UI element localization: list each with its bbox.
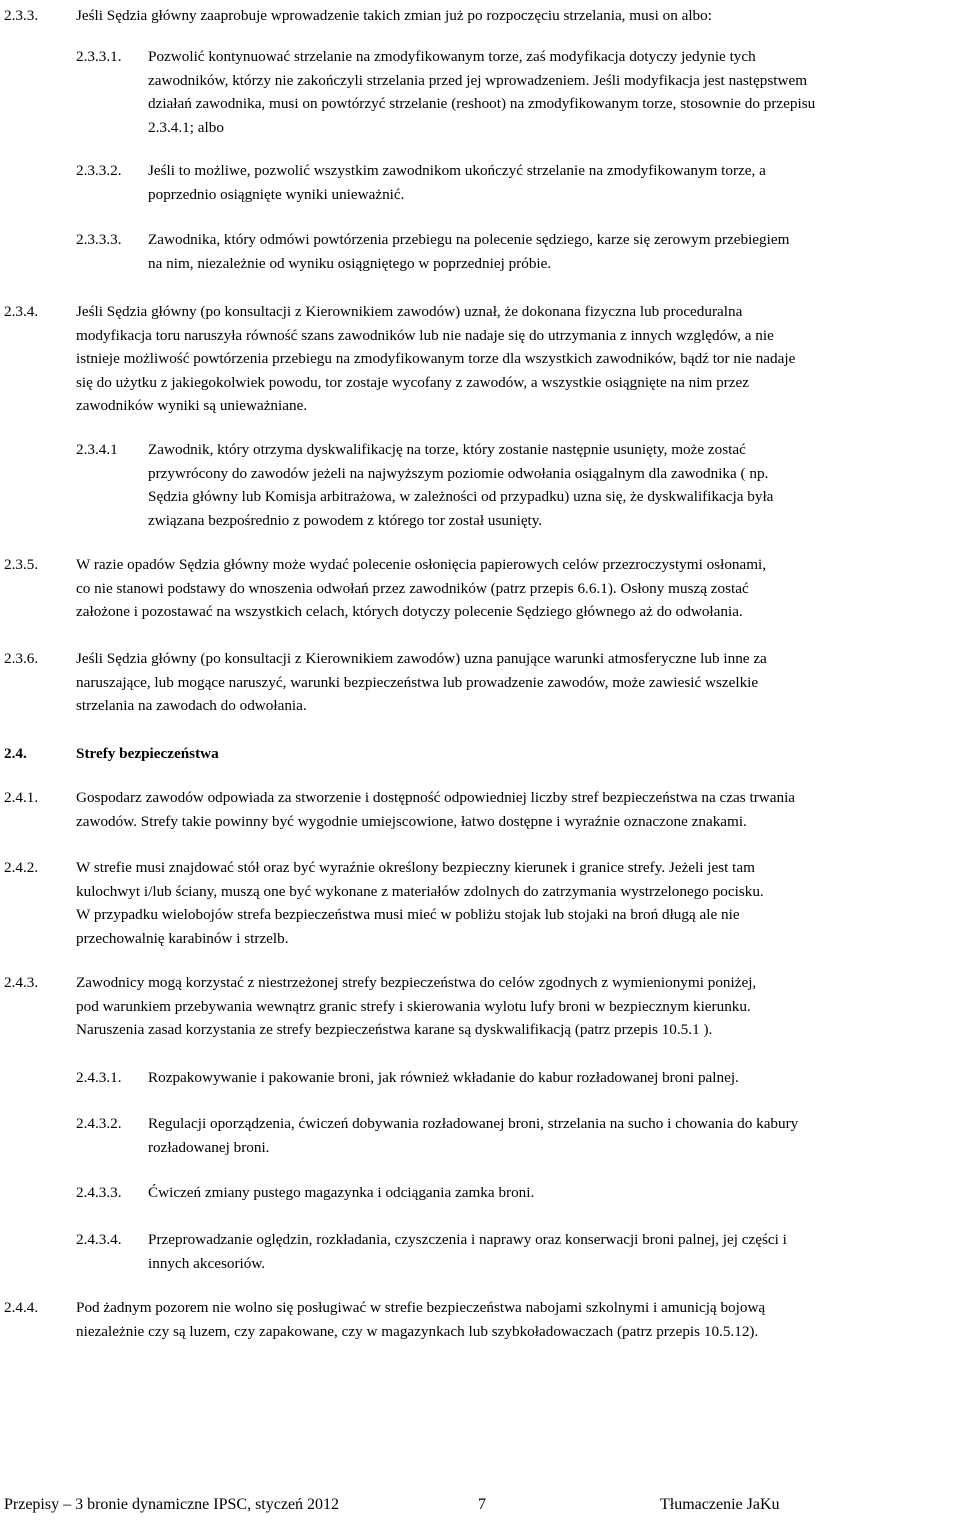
text-line: Gospodarz zawodów odpowiada za stworzenie i dostępność odpowiedniej liczby stref bezpieczeństwa na czas trwania (76, 789, 796, 806)
text-line: założone i pozostawać na wszystkich celach, których dotyczy polecenie Sędziego głównego aż do odwołania. (76, 603, 743, 620)
text-line: przechowalnię karabinów i strzelb. (76, 929, 289, 947)
page-number: 7 (478, 1496, 486, 1513)
text-line: poprzednio osiągnięte wyniki unieważnić. (148, 185, 405, 203)
section-text (76, 971, 956, 1042)
text-line: W razie opadów Sędzia główny może wydać polecenie osłonięcia papierowych celów przezroczystymi osłonami, (76, 556, 767, 573)
text-line: istnieje możliwość powtórzenia przebiegu na zmodyfikowanym torze dla wszystkich zawodników, bądź tor nie nadaje (76, 350, 796, 367)
section-number: 2.3.5. (4, 556, 39, 573)
section-text (76, 1296, 956, 1343)
text-line: Pod żadnym pozorem nie wolno się posługiwać w strefie bezpieczeństwa nabojami szkolnymi i amunicją bojową (76, 1299, 766, 1316)
section-text (148, 1112, 938, 1159)
section-number: 2.4. (4, 745, 27, 762)
section-number: 2.4.1. (4, 789, 39, 806)
section-text (76, 553, 956, 624)
text-line: Jeśli to możliwe, pozwolić wszystkim zawodnikom ukończyć strzelanie na zmodyfikowanym torze, a (148, 162, 766, 179)
text-line: Rozpakowywanie i pakowanie broni, jak również wkładanie do kabur rozładowanej broni palnej. (148, 1069, 739, 1086)
text-line: działań zawodnika, musi on powtórzyć strzelanie (reshoot) na zmodyfikowanym torze, stosownie do przepisu (148, 95, 816, 112)
text-line: rozładowanej broni. (148, 1138, 270, 1156)
section-number: 2.3.4. (4, 303, 39, 320)
text-line: zawodników wyniki są unieważniane. (76, 397, 308, 414)
text-line: Ćwiczeń zmiany pustego magazynka i odciągania zamka broni. (148, 1184, 535, 1201)
section-text (148, 1066, 938, 1090)
section-number: 2.4.4. (4, 1299, 39, 1316)
text-line: Naruszenia zasad korzystania ze strefy bezpieczeństwa karane są dyskwalifikacją (patrz przepis 10.5.1 ). (76, 1021, 713, 1038)
text-line: Przeprowadzanie oględzin, rozkładania, czyszczenia i naprawy oraz konserwacji broni palnej, jej części i (148, 1231, 787, 1248)
text-line: Zawodnik, który otrzyma dyskwalifikację na torze, który zostanie następnie usunięty, może zostać (148, 441, 746, 458)
text-line: pod warunkiem przebywania wewnątrz granic strefy i skierowania wylotu lufy broni w bezpiecznym kierunku. (76, 997, 751, 1015)
text-line: Jeśli Sędzia główny (po konsultacji z Kierownikiem zawodów) uzna panujące warunki atmosferyczne lub inne za (76, 650, 767, 667)
text-line: zawodów. Strefy takie powinny być wygodnie umiejscowione, łatwo dostępne i wyraźnie oznaczone znakami. (76, 812, 747, 830)
section-text (148, 1181, 938, 1205)
text-line: związana bezpośrednio z powodem z którego tor został usunięty. (148, 511, 543, 529)
text-line: Zawodnika, który odmówi powtórzenia przebiegu na polecenie sędziego, karze się zerowym przebiegiem (148, 231, 790, 248)
section-number: 2.4.3.1. (76, 1069, 122, 1086)
text-line: Jeśli Sędzia główny zaaprobuje wprowadzenie takich zmian już po rozpoczęciu strzelania, musi on albo: (76, 7, 712, 24)
text-line: zawodników, którzy nie zakończyli strzelania przed jej wprowadzeniem. Jeśli modyfikacja jest następstwem (148, 71, 808, 89)
section-text (76, 647, 956, 718)
footer-translator: Tłumaczenie JaKu (660, 1496, 780, 1513)
section-number: 2.3.4.1 (76, 441, 118, 458)
section-number: 2.4.3.4. (76, 1231, 122, 1248)
text-line: kulochwyt i/lub ściany, muszą one być wykonane z materiałów zdolnych do zatrzymania wystrzelonego pocisku. (76, 882, 764, 900)
section-text (148, 159, 938, 206)
section-text (148, 228, 938, 275)
section-number: 2.4.3. (4, 974, 39, 991)
text-line: 2.3.4.1; albo (148, 118, 224, 136)
section-number: 2.3.3.2. (76, 162, 122, 179)
text-line: Strefy bezpieczeństwa (76, 745, 219, 762)
text-line: na nim, niezależnie od wyniku osiągniętego w poprzedniej próbie. (148, 254, 552, 272)
text-line: przywrócony do zawodów jeżeli na najwyższym poziomie odwołania osiągalnym dla zawodnika ( np. (148, 464, 769, 482)
section-number: 2.4.3.3. (76, 1184, 122, 1201)
section-text (148, 1228, 938, 1275)
section-text (76, 300, 956, 418)
section-number: 2.3.3. (4, 7, 39, 24)
text-line: Zawodnicy mogą korzystać z niestrzeżonej strefy bezpieczeństwa do celów zgodnych z wymienionymi poniżej, (76, 974, 757, 991)
text-line: się do użytku z jakiegokolwiek powodu, tor zostaje wycofany z zawodów, a wszystkie osiągnięte na nim przez (76, 373, 749, 391)
section-number: 2.3.6. (4, 650, 39, 667)
text-line: co nie stanowi podstawy do wnoszenia odwołań przez zawodników (patrz przepis 6.6.1). Osłony muszą zostać (76, 579, 749, 597)
text-line: modyfikacja toru naruszyła równość szans zawodników lub nie nadaje się do utrzymania z innych względów, a nie (76, 326, 774, 344)
section-text (148, 438, 938, 532)
text-line: naruszające, lub mogące naruszyć, warunki bezpieczeństwa lub prowadzenie zawodów, może zawiesić wszelkie (76, 673, 759, 691)
section-text (148, 45, 938, 139)
section-number: 2.3.3.3. (76, 231, 122, 248)
text-line: Regulacji oporządzenia, ćwiczeń dobywania rozładowanej broni, strzelania na sucho i chowania do kabury (148, 1115, 799, 1132)
text-line: strzelania na zawodach do odwołania. (76, 697, 307, 714)
text-line: W przypadku wielobojów strefa bezpieczeństwa musi mieć w pobliżu stojak lub stojaki na broń długą ale nie (76, 906, 740, 923)
text-line: Sędzia główny lub Komisja arbitrażowa, w zależności od przypadku) uzna się, że dyskwalifikacja była (148, 488, 774, 505)
section-number: 2.4.3.2. (76, 1115, 122, 1132)
section-number: 2.4.2. (4, 859, 39, 876)
section-text (76, 786, 956, 833)
text-line: W strefie musi znajdować stół oraz być wyraźnie określony bezpieczny kierunek i granice strefy. Jeżeli jest tam (76, 859, 755, 876)
text-line: Pozwolić kontynuować strzelanie na zmodyfikowanym torze, zaś modyfikacja dotyczy jedynie tych (148, 48, 756, 65)
section-text (76, 856, 956, 950)
footer-title: Przepisy – 3 bronie dynamiczne IPSC, styczeń 2012 (4, 1496, 340, 1513)
section-number: 2.3.3.1. (76, 48, 122, 65)
text-line: Jeśli Sędzia główny (po konsultacji z Kierownikiem zawodów) uznał, że dokonana fizyczna lub proceduralna (76, 303, 743, 320)
section-text (76, 4, 956, 28)
text-line: niezależnie czy są luzem, czy zapakowane, czy w magazynkach lub szybkoładowaczach (patrz przepis 10.5.12). (76, 1322, 759, 1340)
text-line: innych akcesoriów. (148, 1254, 266, 1272)
section-heading (76, 742, 956, 766)
